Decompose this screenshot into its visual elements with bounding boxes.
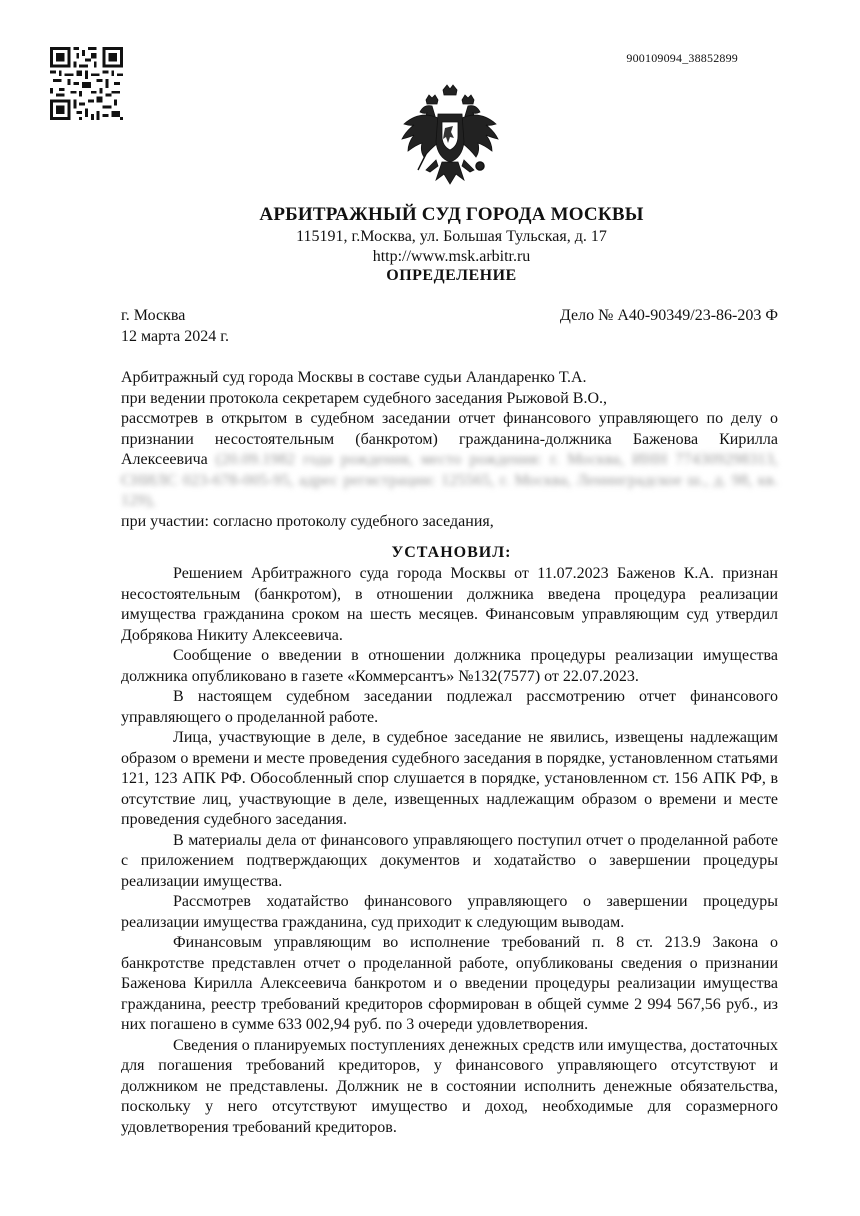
ruling-paragraph: Сообщение о введении в отношении должника процедуры реализации имущества должника опубликовано в газете «Коммерсантъ» №132(7577) от 22.07.2023. <box>121 647 778 685</box>
intro-block <box>121 368 778 532</box>
intro-subject <box>121 409 778 512</box>
ruling-paragraph: Лица, участвующие в деле, в судебное заседание не явились, извещены надлежащим образом о времени и месте проведения судебного заседания в порядке, установленном статьями 121, 123 АПК РФ. Обособленный спор слушается в порядке, установленном ст. 156 АПК РФ, в отсутствие лиц, участвующие в деле, извещенных надлежащим образом о времени и месте проведения судебного заседания. <box>121 729 778 828</box>
intro-judge-line: Арбитражный суд города Москвы в составе судьи Аландаренко Т.А. <box>121 369 587 386</box>
court-website-link[interactable]: http://www.msk.arbitr.ru <box>372 248 531 265</box>
ruling-heading: УСТАНОВИЛ: <box>391 544 512 561</box>
ruling-paragraph: Финансовым управляющим во исполнение требований п. 8 ст. 213.9 Закона о банкротстве представлен отчет о проделанной работе, опубликованы сведения о признании Баженова Кирилла Алексеевича банкротом и о введении процедуры реализации имущества гражданина, реестр требований кредиторов сформирован в общей сумме 2 994 567,56 руб., из них погашено в сумме 633 002,94 руб. по 3 очереди удовлетворения. <box>121 934 778 1033</box>
document-id: 900109094_38852899 <box>626 51 738 65</box>
court-name: АРБИТРАЖНЫЙ СУД ГОРОДА МОСКВЫ <box>259 204 644 225</box>
ruling-body <box>121 564 778 1138</box>
redacted-personal-data: (20.09.1982 года рождения, место рождения: г. Москва, ИНН 774309298313, СНИЛС 023-678-005-95, адрес регистрации: 125565, г. Москва, Ленинградское ш., д. 98, кв. 129), <box>121 451 779 509</box>
city: г. Москва <box>121 307 186 324</box>
intro-subject-text: рассмотрев в открытом в судебном заседании отчет финансового управляющего по делу о признании несостоятельным (банкротом) гражданина-должника Баженова Кирилла Алексеевича <box>121 410 778 468</box>
document-type-title: ОПРЕДЕЛЕНИЕ <box>386 267 517 284</box>
russian-emblem-icon <box>398 84 502 194</box>
qr-code-icon <box>50 47 123 120</box>
ruling-paragraph: В материалы дела от финансового управляющего поступил отчет о проделанной работе с приложением подтверждающих документов и ходатайство о завершении процедуры реализации имущества. <box>121 831 778 890</box>
court-address: 115191, г.Москва, ул. Большая Тульская, д. 17 <box>296 228 607 245</box>
document-date: 12 марта 2024 г. <box>121 328 229 345</box>
ruling-paragraph: Рассмотрев ходатайство финансового управляющего о завершении процедуры реализации имущества гражданина, суд приходит к следующим выводам. <box>121 893 778 931</box>
ruling-paragraph: Решением Арбитражного суда города Москвы от 11.07.2023 Баженов К.А. признан несостоятельным (банкротом), в отношении должника введена процедура реализации имущества гражданина сроком на шесть месяцев. Финансовым управляющим суд утвердил Добрякова Никиту Алексеевича. <box>121 565 778 644</box>
case-number: Дело № А40-90349/23-86-203 Ф <box>559 307 778 324</box>
ruling-paragraph: Сведения о планируемых поступлениях денежных средств или имущества, достаточных для погашения требований кредиторов, у финансового управляющего отсутствуют и должником не представлены. Должник не в состоянии исполнить денежные обязательства, поскольку у него отсутствуют имущество и доход, необходимые для соразмерного удовлетворения требований кредиторов. <box>121 1036 778 1136</box>
ruling-paragraph: В настоящем судебном заседании подлежал рассмотрению отчет финансового управляющего о проделанной работе. <box>121 688 778 726</box>
intro-secretary-line: при ведении протокола секретарем судебного заседания Рыжовой В.О., <box>121 389 608 407</box>
intro-participation-line: при участии: согласно протоколу судебного заседания, <box>121 512 494 530</box>
